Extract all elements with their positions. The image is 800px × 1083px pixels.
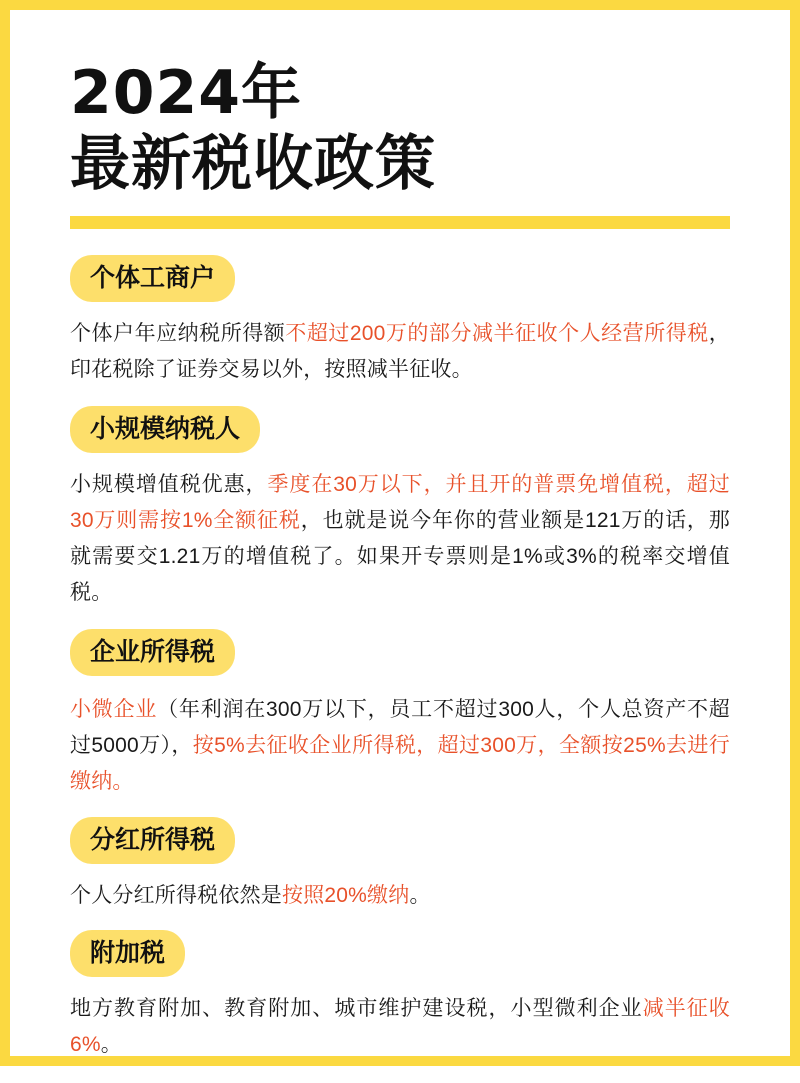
section-body-small-scale-taxpayer (70, 467, 730, 611)
title-line-subject: 最新税收政策 (70, 128, 436, 199)
poster-title (70, 58, 730, 200)
section-corporate-income-tax (70, 629, 730, 800)
section-body-individual-business (70, 316, 730, 388)
body-text: 个人分红所得税依然是 (70, 883, 282, 907)
body-text: 。 (409, 883, 431, 907)
section-chip-corporate-income-tax: 企业所得税 (70, 629, 235, 676)
poster-content (10, 10, 790, 1083)
title-underline-bar (70, 216, 730, 229)
title-line-year: 2024年 (70, 58, 302, 128)
body-text: 个体户年应纳税所得额 (70, 321, 286, 345)
highlighted-text: 季度在30万以下，并且开的普票免增值税，超过30万则需按1%全额征税 (70, 472, 730, 532)
section-chip-individual-business: 个体工商户 (70, 255, 235, 302)
section-small-scale-taxpayer (70, 406, 730, 611)
section-individual-business (70, 255, 730, 388)
section-chip-dividend-income-tax: 分红所得税 (70, 817, 235, 864)
highlighted-text: 按照20%缴纳 (282, 883, 410, 907)
highlighted-text: 减半征收6% (70, 996, 730, 1056)
highlighted-text: 按5%去征收企业所得税，超过300万，全额按25%去进行缴纳。 (70, 734, 730, 794)
section-surtax (70, 930, 730, 1063)
body-text: ，也就是说今年你的营业额是121万的话，那就需要交1.21万的增值税了。如果开专票则是1%或3%的税率交增值税。 (70, 508, 731, 605)
section-body-corporate-income-tax (70, 692, 730, 800)
highlighted-text: 不超过200万的部分减半征收个人经营所得税 (285, 321, 709, 345)
highlighted-text: 小微企业 (70, 698, 158, 722)
section-dividend-income-tax (70, 817, 730, 914)
body-text: （年利润在300万以下，员工不超过300人，个人总资产不超过5000万）， (70, 698, 730, 758)
body-text: 地方教育附加、教育附加、城市维护建设税，小型微利企业 (70, 996, 643, 1020)
body-text: 。 (100, 1032, 122, 1056)
section-chip-small-scale-taxpayer: 小规模纳税人 (70, 406, 260, 453)
body-text: 小规模增值税优惠， (70, 472, 268, 496)
section-body-dividend-income-tax (70, 878, 730, 914)
section-body-surtax (70, 991, 730, 1063)
section-chip-surtax: 附加税 (70, 930, 185, 977)
body-text: ，印花税除了证券交易以外，按照减半征收。 (70, 321, 730, 381)
